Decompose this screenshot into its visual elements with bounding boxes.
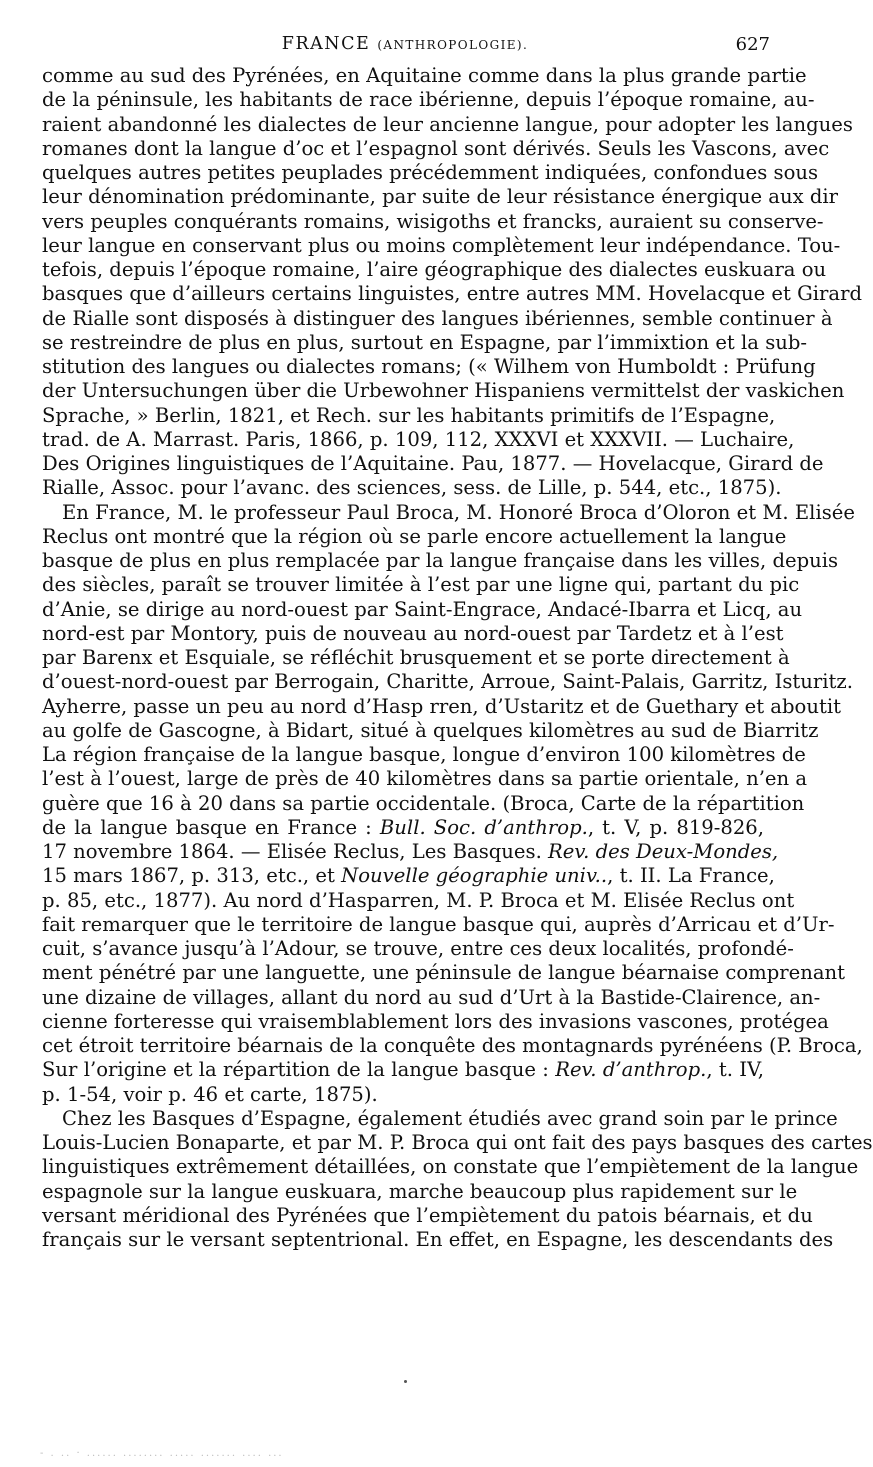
text-line: leur langue en conservant plus ou moins complètement leur indépendance. Tou- xyxy=(42,233,841,257)
text-line: Ayherre, passe un peu au nord d’Hasp rren, d’Ustaritz et de Guethary et aboutit xyxy=(42,694,841,718)
text-line: cet étroit territoire béarnais de la conquête des montagnards pyrénéens (P. Broca, xyxy=(42,1034,863,1057)
text-line: stitution des langues ou dialectes romans; (« Wilhem von Humboldt : Prüfung xyxy=(42,355,816,378)
text-line: de la langue basque en France : Bull. Soc. d’anthrop., t. V, p. 819-826, xyxy=(42,815,764,839)
text-line: des siècles, paraît se trouver limitée à l’est par une ligne qui, partant du pic xyxy=(42,573,800,597)
text-line: leur dénomination prédominante, par suite de leur résistance énergique aux dir xyxy=(42,185,839,209)
text-line: En France, M. le professeur Paul Broca, M. Honoré Broca d’Oloron et M. Elisée xyxy=(62,500,855,524)
ink-speck xyxy=(404,1380,407,1383)
text-line: versant méridional des Pyrénées que l’empiètement du patois béarnais, et du xyxy=(42,1203,813,1227)
text-line: se restreindre de plus en plus, surtout en Espagne, par l’immixtion et la sub- xyxy=(42,330,808,354)
text-line: cuit, s’avance jusqu’à l’Adour, se trouve, entre ces deux localités, profondé- xyxy=(42,937,794,960)
text-line: d’Anie, se dirige au nord-ouest par Saint-Engrace, Andacé-Ibarra et Licq, au xyxy=(42,597,803,621)
text-line: 17 novembre 1864. — Elisée Reclus, Les Basques. Rev. des Deux-Mondes, xyxy=(42,840,779,863)
text-line: espagnole sur la langue euskuara, marche beaucoup plus rapidement sur le xyxy=(42,1179,798,1203)
text-line: français sur le versant septentrional. En effet, en Espagne, les descendants des xyxy=(42,1228,834,1251)
text-line: d’ouest-nord-ouest par Berrogain, Charitte, Arroue, Saint-Palais, Garritz, Isturitz. xyxy=(42,670,853,694)
text-line: guère que 16 à 20 dans sa partie occidentale. (Broca, Carte de la répartition xyxy=(42,791,805,815)
text-line: basques que d’ailleurs certains linguistes, entre autres MM. Hovelacque et Girard xyxy=(42,282,863,306)
text-line: au golfe de Gascogne, à Bidart, situé à quelques kilomètres au sud de Biarritz xyxy=(42,718,819,742)
text-line: fait remarquer que le territoire de langue basque qui, auprès d’Arricau et d’Ur- xyxy=(42,912,835,936)
footer-scan-noise: - . .. · ...... ........ ..... ....... .... ... xyxy=(40,1448,284,1459)
text-line: vers peuples conquérants romains, wisigoths et francks, auraient su conserve- xyxy=(42,209,824,233)
text-line: Sprache, » Berlin, 1821, et Rech. sur les habitants primitifs de l’Espagne, xyxy=(42,403,776,427)
page-header xyxy=(40,34,770,58)
text-line: linguistiques extrêmement détaillées, on constate que l’empiètement de la langue xyxy=(42,1155,859,1179)
text-line: de la péninsule, les habitants de race ibérienne, depuis l’époque romaine, au- xyxy=(42,88,815,112)
text-line: 15 mars 1867, p. 313, etc., et Nouvelle géographie univ.., t. II. La France, xyxy=(42,864,775,888)
text-line: basque de plus en plus remplacée par la langue française dans les villes, depuis xyxy=(42,549,839,572)
text-line: cienne forteresse qui vraisemblablement lors des invasions vascones, protégea xyxy=(42,1009,829,1033)
text-line: ment pénétré par une languette, une péninsule de langue béarnaise comprenant xyxy=(42,961,845,985)
text-line: Sur l’origine et la répartition de la langue basque : Rev. d’anthrop., t. IV, xyxy=(42,1058,764,1082)
page-number: 627 xyxy=(735,34,770,55)
text-line: romanes dont la langue d’oc et l’espagnol sont dérivés. Seuls les Vascons, avec xyxy=(42,136,830,160)
running-head xyxy=(40,34,770,54)
text-line: de Rialle sont disposés à distinguer des langues ibériennes, semble continuer à xyxy=(42,306,833,330)
text-line: Des Origines linguistiques de l’Aquitaine. Pau, 1877. — Hovelacque, Girard de xyxy=(42,452,824,475)
text-line: tefois, depuis l’époque romaine, l’aire géographique des dialectes euskuara ou xyxy=(42,258,827,281)
text-line: Chez les Basques d’Espagne, également étudiés avec grand soin par le prince xyxy=(62,1106,838,1130)
running-subtitle: (ANTHROPOLOGIE). xyxy=(377,38,529,52)
text-line: nord-est par Montory, puis de nouveau au nord-ouest par Tardetz et à l’est xyxy=(42,621,784,645)
text-line: raient abandonné les dialectes de leur ancienne langue, pour adopter les langues xyxy=(42,112,853,136)
text-line: p. 1-54, voir p. 46 et carte, 1875). xyxy=(42,1082,378,1106)
text-line: La région française de la langue basque, longue d’environ 100 kilomètres de xyxy=(42,743,806,766)
running-title: FRANCE xyxy=(281,34,371,54)
text-line: quelques autres petites peuplades précédemment indiquées, confondues sous xyxy=(42,161,819,184)
text-line: Reclus ont montré que la région où se parle encore actuellement la langue xyxy=(42,524,787,548)
text-line: comme au sud des Pyrénées, en Aquitaine comme dans la plus grande partie xyxy=(42,64,807,87)
text-line: trad. de A. Marrast. Paris, 1866, p. 109, 112, XXXVI et XXXVII. — Luchaire, xyxy=(42,427,795,451)
text-line: une dizaine de villages, allant du nord au sud d’Urt à la Bastide-Clairence, an- xyxy=(42,985,821,1009)
text-line: Louis-Lucien Bonaparte, et par M. P. Broca qui ont fait des pays basques des cartes xyxy=(42,1131,873,1154)
body-text xyxy=(42,64,873,1252)
text-line: Rialle, Assoc. pour l’avanc. des sciences, sess. de Lille, p. 544, etc., 1875). xyxy=(42,476,782,500)
text-line: p. 85, etc., 1877). Au nord d’Hasparren, M. P. Broca et M. Elisée Reclus ont xyxy=(42,888,795,912)
text-line: der Untersuchungen über die Urbewohner Hispaniens vermittelst der vaskichen xyxy=(42,379,845,403)
text-line: l’est à l’ouest, large de près de 40 kilomètres dans sa partie orientale, n’en a xyxy=(42,767,808,791)
text-line: par Barenx et Esquiale, se réfléchit brusquement et se porte directement à xyxy=(42,646,790,669)
